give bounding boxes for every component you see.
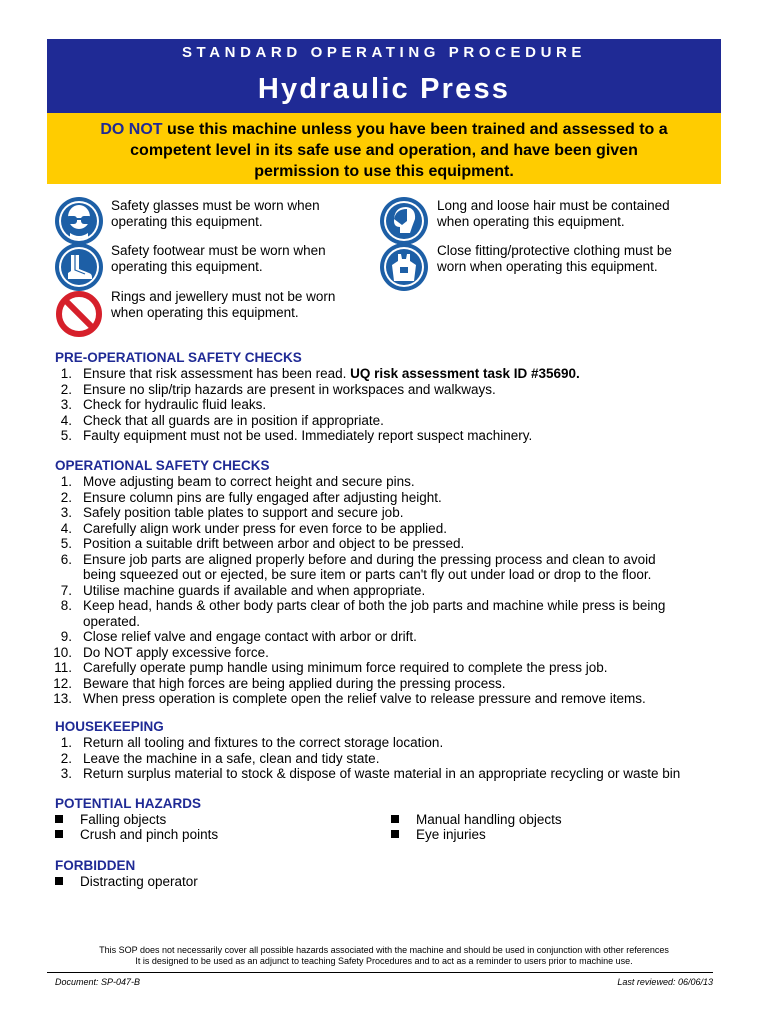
- forbidden-item: Distracting operator: [55, 874, 198, 890]
- hazards-heading: POTENTIAL HAZARDS: [55, 796, 202, 811]
- list-item: 2. Ensure column pins are fully engaged after adjusting height.: [60, 489, 442, 505]
- hazard-item: Eye injuries: [391, 827, 486, 843]
- document-id: Document: SP-047-B: [55, 977, 141, 987]
- safety-footwear-icon: [55, 243, 103, 291]
- ppe-text-glasses: Safety glasses must be worn when operating this equipment.: [111, 198, 320, 229]
- list-item: 1. Return all tooling and fixtures to the correct storage location.: [60, 735, 444, 750]
- list-item: 3. Check for hydraulic fluid leaks.: [60, 397, 267, 412]
- list-item: 1. Move adjusting beam to correct height and secure pins.: [60, 474, 415, 489]
- last-reviewed: Last reviewed: 06/06/13: [617, 977, 713, 987]
- housekeeping-heading: HOUSEKEEPING: [55, 719, 164, 734]
- warning-banner: [47, 113, 721, 184]
- list-item: 2. Leave the machine in a safe, clean and tidy state.: [60, 750, 380, 766]
- ppe-text-hair: Long and loose hair must be contained when operating this equipment.: [437, 198, 670, 229]
- list-item: 11. Carefully operate pump handle using minimum force required to complete the press job.: [54, 660, 608, 675]
- sop-header: [47, 39, 721, 113]
- warning-line-3: permission to use this equipment.: [254, 163, 514, 180]
- do-not-text: DO NOT: [100, 121, 163, 138]
- list-item: 4. Check that all guards are in position if appropriate.: [60, 412, 384, 428]
- forbidden-heading: FORBIDDEN: [55, 858, 136, 873]
- hazard-item: Crush and pinch points: [55, 827, 218, 843]
- page-title: Hydraulic Press: [257, 73, 511, 105]
- footer-divider: [47, 972, 713, 973]
- no-jewellery-icon: [55, 290, 103, 338]
- list-item: 5. Faulty equipment must not be used. Immediately report suspect machinery.: [60, 428, 533, 443]
- pre-op-heading: PRE-OPERATIONAL SAFETY CHECKS: [55, 350, 302, 365]
- warning-line-2: competent level in its safe use and operation, and have been given: [130, 142, 638, 159]
- safety-glasses-icon: [55, 197, 103, 245]
- list-item: 3. Safely position table plates to support and secure job.: [60, 505, 404, 520]
- list-item: 1. Ensure that risk assessment has been read. UQ risk assessment task ID #35690.: [60, 366, 580, 381]
- warning-line-1: DO NOT use this machine unless you have been trained and assessed to a: [100, 121, 668, 138]
- list-item: 5. Position a suitable drift between arbor and object to be pressed.: [60, 536, 465, 551]
- list-item: 7. Utilise machine guards if available and when appropriate.: [60, 582, 426, 598]
- protective-clothing-icon: [380, 243, 428, 291]
- hair-contained-icon: [380, 197, 428, 245]
- ppe-text-footwear: Safety footwear must be worn when operating this equipment.: [111, 243, 326, 274]
- list-item: 13. When press operation is complete open the relief valve to release pressure and remove items.: [53, 691, 646, 706]
- list-item: 8. Keep head, hands & other body parts clear of both the job parts and machine while press is being operated.: [60, 598, 666, 629]
- op-heading: OPERATIONAL SAFETY CHECKS: [55, 458, 270, 473]
- pre-op-list: [55, 366, 720, 444]
- footnote: This SOP does not necessarily cover all possible hazards associated with the machine and should be used in conjunction with other references It is designed to be used as an adjunct to teaching Safety Procedures and to act as a reminder to users prior to machine use.: [99, 945, 669, 966]
- sop-label: STANDARD OPERATING PROCEDURE: [181, 44, 587, 61]
- hazard-item: Manual handling objects: [391, 812, 562, 828]
- hazard-item: Falling objects: [55, 812, 166, 828]
- list-item: 6. Ensure job parts are aligned properly before and during the pressing process and clean to avoid being squeezed out or ejected, be sure item or parts can't fly out under load or drop to the floor.: [60, 551, 656, 582]
- ppe-text-clothing: Close fitting/protective clothing must be worn when operating this equipment.: [437, 243, 672, 274]
- op-list: [55, 474, 720, 707]
- list-item: 12. Beware that high forces are being applied during the pressing process.: [53, 675, 506, 691]
- list-item: 9. Close relief valve and engage contact with arbor or drift.: [60, 629, 417, 644]
- list-item: 4. Carefully align work under press for even force to be applied.: [60, 520, 447, 536]
- list-item: 10. Do NOT apply excessive force.: [53, 644, 269, 660]
- list-item: 3. Return surplus material to stock & dispose of waste material in an appropriate recycling or waste bin: [60, 766, 681, 781]
- housekeeping-list: [55, 735, 720, 782]
- ppe-text-jewellery: Rings and jewellery must not be worn when operating this equipment.: [111, 289, 336, 320]
- list-item: 2. Ensure no slip/trip hazards are present in workspaces and walkways.: [60, 381, 496, 397]
